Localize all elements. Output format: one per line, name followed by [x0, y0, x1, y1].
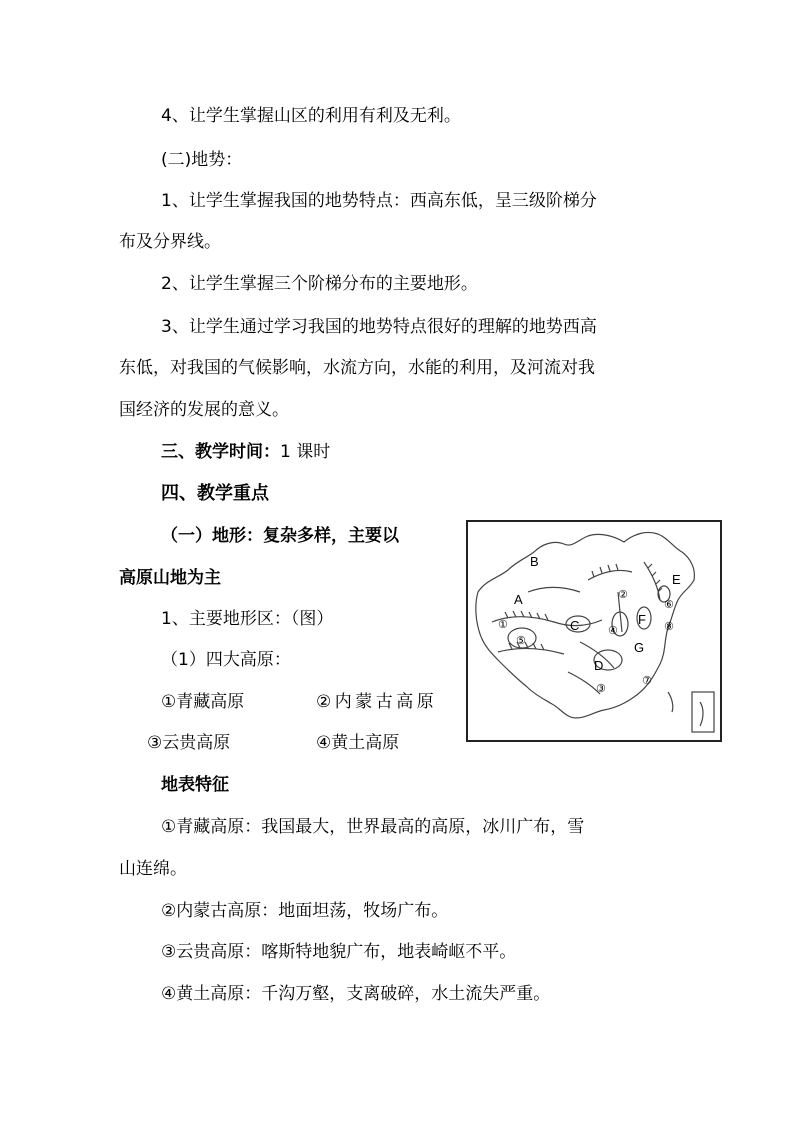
china-outline-drawing [468, 522, 720, 740]
map-marker-6: ⑥ [664, 598, 674, 611]
feature-qingzang: ①青藏高原：我国最大，世界最高的高原，冰川广布，雪 [161, 817, 585, 837]
feature-yungui: ③云贵高原：喀斯特地貌广布，地表崎岖不平。 [161, 942, 517, 962]
map-marker-8: ⑧ [664, 620, 674, 633]
terrain-objective-3: 3、让学生通过学习我国的地势特点很好的理解的地势西高 [161, 317, 597, 337]
heading-key-points: 四、教学重点 [161, 483, 269, 504]
map-label-d: D [594, 658, 604, 673]
map-marker-5: ⑤ [516, 634, 526, 647]
map-label-f: F [638, 612, 646, 627]
section-terrain-trend: (二)地势： [161, 150, 243, 170]
heading-surface-features: 地表特征 [161, 775, 229, 795]
terrain-objective-3-cont: 东低，对我国的气候影响，水流方向，水能的利用，及河流对我 [119, 358, 595, 378]
heading-teaching-time [161, 440, 330, 464]
heading-landform: （一）地形：复杂多样，主要以 [161, 526, 399, 546]
feature-qingzang-cont: 山连绵。 [119, 859, 187, 879]
terrain-objective-2: 2、让学生掌握三个阶梯分布的主要地形。 [161, 274, 478, 294]
main-landform-regions: 1、主要地形区：（图） [161, 609, 334, 629]
map-marker-4: ④ [608, 624, 618, 637]
feature-neimenggu: ②内蒙古高原：地面坦荡，牧场广布。 [161, 901, 449, 921]
feature-huangtu: ④黄土高原：千沟万壑，支离破碎，水土流失严重。 [161, 984, 551, 1004]
map-label-c: C [570, 618, 580, 633]
map-label-a: A [514, 592, 523, 607]
map-marker-2: ② [618, 588, 628, 601]
china-terrain-map [466, 520, 722, 742]
plateau-yungui: ③云贵高原 [147, 733, 231, 753]
teaching-time-value: 1 课时 [280, 442, 331, 462]
plateau-qingzang: ①青藏高原 [161, 692, 245, 712]
heading-landform-cont: 高原山地为主 [119, 568, 221, 588]
objective-4: 4、让学生掌握山区的利用有利及无利。 [161, 106, 461, 126]
map-marker-3: ③ [596, 682, 606, 695]
map-label-e: E [672, 572, 681, 587]
map-marker-1: ① [498, 618, 508, 631]
terrain-objective-1-cont: 布及分界线。 [119, 232, 221, 252]
plateau-huangtu: ④黄土高原 [316, 733, 400, 753]
map-marker-7: ⑦ [642, 674, 652, 687]
map-label-g: G [634, 640, 645, 655]
four-plateaus-heading: （1）四大高原： [161, 650, 291, 670]
terrain-objective-3-end: 国经济的发展的意义。 [119, 400, 289, 420]
terrain-objective-1: 1、让学生掌握我国的地势特点：西高东低，呈三级阶梯分 [161, 191, 597, 211]
heading-teaching-time-label: 三、教学时间： [161, 442, 280, 462]
plateau-neimenggu: ②内蒙古高原 [316, 692, 438, 712]
map-label-b: B [530, 554, 539, 569]
